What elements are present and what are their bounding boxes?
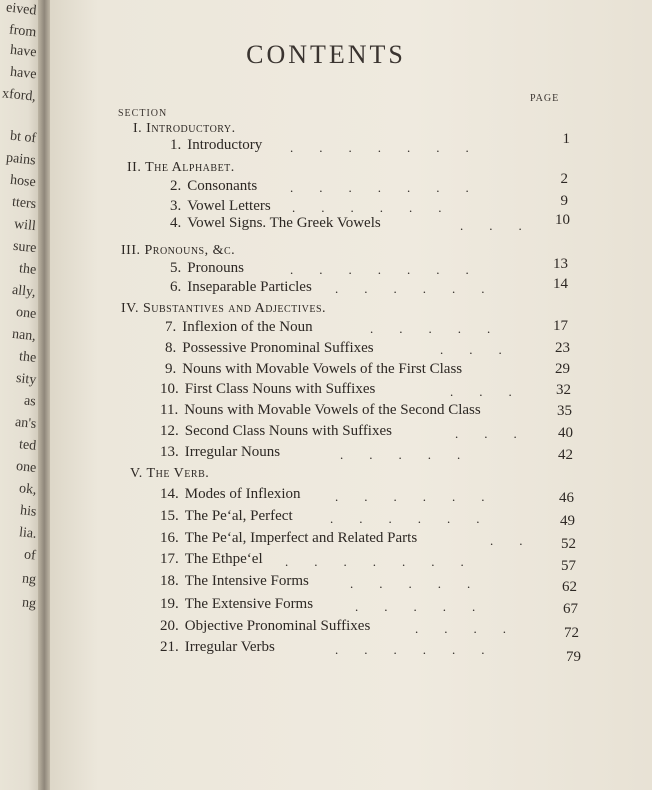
left-page-fragment: bt of: [9, 128, 37, 147]
page-number: 52: [561, 536, 576, 552]
dot-leader: . . . .: [415, 621, 506, 636]
section-column-header: SECTION: [118, 108, 168, 119]
dot-leader: . . .: [455, 426, 517, 441]
left-page-fragment: of: [23, 547, 37, 564]
left-page: [0, 0, 40, 790]
dot-leader: . . . . . . .: [290, 140, 469, 155]
chapter-number: 11.: [160, 402, 179, 418]
page-number: 46: [559, 490, 574, 506]
chapter-entry: [165, 361, 462, 378]
left-page-fragment: the: [18, 261, 37, 278]
chapter-entry: [160, 423, 392, 440]
section-heading: V. The Verb.: [130, 466, 210, 481]
left-page-fragment: ng: [21, 595, 37, 612]
page-number: 32: [556, 382, 571, 398]
section-heading: I. Introductory.: [133, 121, 236, 136]
chapter-number: 10.: [160, 381, 179, 397]
left-page-fragment: his: [18, 503, 37, 520]
left-page-fragment: hose: [9, 172, 37, 191]
dot-leader: . . .: [440, 342, 502, 357]
page-number: 14: [553, 276, 568, 292]
chapter-title: The Pe‘al, Imperfect and Related Parts: [184, 530, 418, 546]
page-number: 1: [562, 131, 570, 147]
left-page-fragment: sure: [12, 238, 37, 257]
chapter-title: Nouns with Movable Vowels of the First Class: [182, 361, 463, 377]
chapter-number: 9.: [165, 361, 177, 377]
chapter-title: Irregular Verbs: [184, 639, 275, 655]
chapter-entry: [160, 573, 309, 590]
left-page-fragment: an's: [14, 414, 37, 433]
page-number: 23: [555, 340, 570, 356]
chapter-title: First Class Nouns with Suffixes: [184, 381, 376, 397]
dot-leader: . . . . . . .: [290, 262, 469, 277]
page-number: 62: [562, 579, 577, 595]
left-page-fragment: ted: [18, 437, 37, 454]
chapter-title: The Intensive Forms: [184, 573, 309, 589]
chapter-entry: [165, 319, 313, 336]
chapter-number: 7.: [165, 319, 177, 335]
dot-leader: . . . . . .: [292, 200, 442, 215]
chapter-entry: [160, 444, 280, 461]
chapter-title: Vowel Signs. The Greek Vowels: [187, 215, 381, 231]
chapter-entry: [170, 215, 381, 232]
chapter-entry: [160, 551, 263, 568]
chapter-entry: [170, 178, 257, 195]
chapter-number: 15.: [160, 508, 179, 524]
chapter-title: Irregular Nouns: [184, 444, 281, 460]
left-page-fragment: lia.: [17, 525, 37, 542]
chapter-number: 21.: [160, 639, 179, 655]
chapter-number: 18.: [160, 573, 179, 589]
chapter-title: Pronouns: [187, 260, 244, 276]
left-page-fragment: tters: [11, 194, 37, 213]
left-page-fragment: ng: [21, 571, 37, 588]
page-number: 49: [560, 513, 575, 529]
chapter-number: 6.: [170, 279, 182, 295]
chapter-title: The Ethpe‘el: [184, 551, 263, 567]
page-number: 9: [560, 193, 568, 209]
page-number: 40: [558, 425, 573, 441]
left-page-fragment: nan,: [11, 326, 37, 345]
dot-leader: . . .: [450, 384, 512, 399]
page-column-header: PAGE: [530, 93, 560, 104]
chapter-number: 20.: [160, 618, 179, 634]
page-number: 13: [553, 256, 568, 272]
left-page-fragment: eived: [5, 0, 37, 19]
chapter-entry: [160, 486, 301, 503]
chapter-title: Vowel Letters: [187, 198, 271, 214]
chapter-title: Introductory: [187, 137, 263, 153]
chapter-title: Consonants: [187, 178, 258, 194]
chapter-entry: [165, 340, 374, 357]
left-page-fragment: have: [8, 42, 37, 61]
dot-leader: . . . . . .: [335, 281, 485, 296]
chapter-number: 17.: [160, 551, 179, 567]
page-number: 57: [561, 558, 576, 574]
chapter-title: Inflexion of the Noun: [182, 319, 313, 335]
left-page-fragment: will: [13, 216, 37, 235]
chapter-number: 16.: [160, 530, 179, 546]
chapter-number: 4.: [170, 215, 182, 231]
section-heading: II. The Alphabet.: [127, 160, 235, 175]
chapter-entry: [160, 618, 370, 635]
chapter-number: 12.: [160, 423, 179, 439]
dot-leader: . . . . . .: [335, 642, 485, 657]
left-page-fragment: xford,: [1, 86, 37, 105]
dot-leader: . . . . .: [350, 576, 471, 591]
dot-leader: . . . . .: [340, 447, 461, 462]
chapter-number: 8.: [165, 340, 177, 356]
chapter-entry: [170, 198, 271, 215]
dot-leader: . . . . . .: [330, 511, 480, 526]
dot-leader: . . . . . .: [335, 489, 485, 504]
section-heading: III. Pronouns, &c.: [121, 243, 236, 258]
chapter-number: 19.: [160, 596, 179, 612]
chapter-entry: [160, 530, 417, 547]
dot-leader: . .: [490, 533, 523, 548]
left-page-fragment: pains: [5, 150, 37, 169]
chapter-title: The Pe‘al, Perfect: [184, 508, 293, 524]
chapter-title: Modes of Inflexion: [184, 486, 301, 502]
left-page-fragment: ally,: [11, 282, 37, 301]
chapter-entry: [160, 596, 313, 613]
chapter-entry: [170, 260, 244, 277]
chapter-entry: [160, 381, 375, 398]
chapter-number: 3.: [170, 198, 182, 214]
left-page-fragment: as: [23, 393, 37, 410]
dot-leader: . . .: [460, 218, 522, 233]
page-title: CONTENTS: [246, 40, 406, 69]
page-number: 72: [564, 625, 579, 641]
page-number: 79: [566, 649, 581, 665]
chapter-number: 1.: [170, 137, 182, 153]
chapter-title: The Extensive Forms: [184, 596, 314, 612]
chapter-entry: [170, 137, 262, 154]
left-page-fragment: one: [15, 458, 37, 477]
dot-leader: . . . . . . .: [290, 180, 469, 195]
page-number: 42: [558, 447, 573, 463]
chapter-entry: [170, 279, 312, 296]
left-page-fragment: have: [8, 64, 37, 83]
page-number: 35: [557, 403, 572, 419]
chapter-number: 13.: [160, 444, 179, 460]
chapter-entry: [160, 508, 293, 525]
page-number: 10: [555, 212, 570, 228]
left-page-fragment: one: [15, 304, 37, 323]
chapter-entry: [160, 402, 481, 419]
chapter-title: Nouns with Movable Vowels of the Second Class: [184, 402, 481, 418]
dot-leader: . . . . . . .: [285, 554, 464, 569]
dot-leader: . . . . .: [355, 599, 476, 614]
left-page-fragment: sity: [15, 370, 37, 389]
left-page-fragment: the: [18, 349, 37, 366]
chapter-entry: [160, 639, 275, 656]
page-number: 2: [560, 171, 568, 187]
chapter-title: Objective Pronominal Suffixes: [184, 618, 371, 634]
left-page-fragment: ok,: [17, 481, 37, 498]
chapter-number: 14.: [160, 486, 179, 502]
chapter-title: Possessive Pronominal Suffixes: [182, 340, 374, 356]
chapter-number: 5.: [170, 260, 182, 276]
section-heading: IV. Substantives and Adjectives.: [121, 301, 327, 316]
chapter-number: 2.: [170, 178, 182, 194]
chapter-title: Inseparable Particles: [187, 279, 312, 295]
left-page-fragment: from: [8, 22, 37, 41]
dot-leader: . . . . .: [370, 321, 491, 336]
chapter-title: Second Class Nouns with Suffixes: [184, 423, 392, 439]
page-number: 17: [553, 318, 568, 334]
page-number: 29: [555, 361, 570, 377]
page-number: 67: [563, 601, 578, 617]
